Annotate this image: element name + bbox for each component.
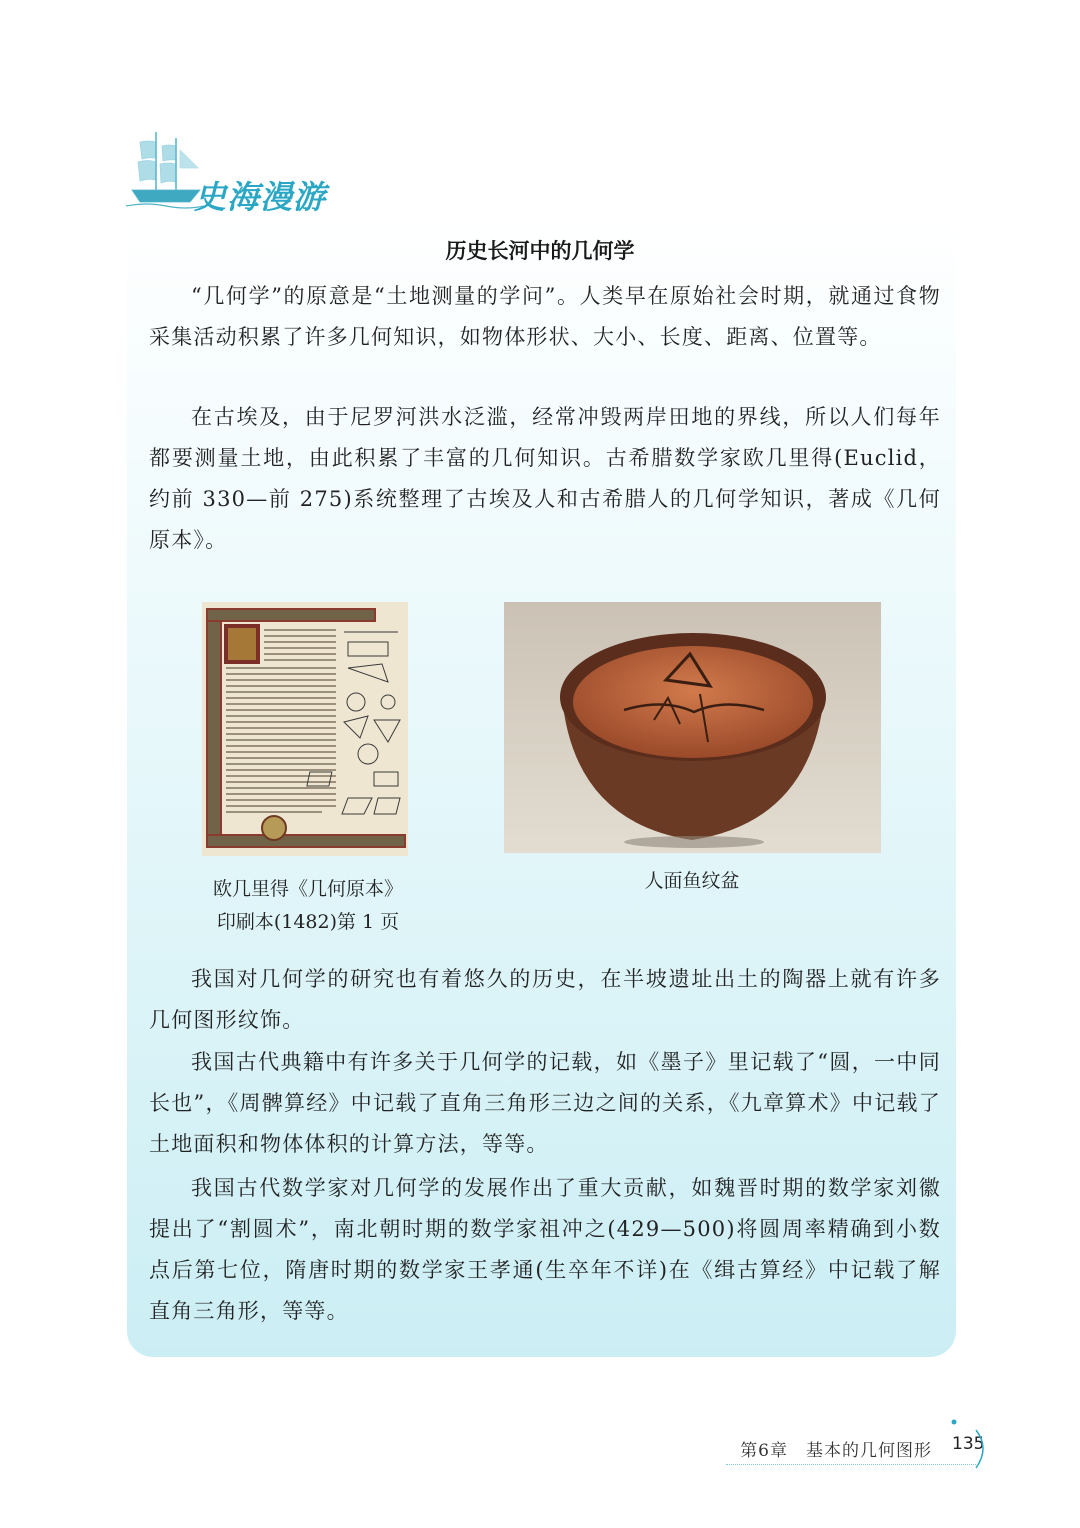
figure-caption-bowl: 人面鱼纹盆 <box>644 870 740 892</box>
figure-caption-euclid-line1: 欧几里得《几何原本》 <box>212 878 403 900</box>
section-title: 史海漫游 <box>194 178 327 216</box>
paragraph-2: 在古埃及，由于尼罗河洪水泛滥，经常冲毁两岸田地的界线，所以人们每年都要测量土地，由此积累了丰富的几何知识。古希腊数学家欧几里得(Euclid，约前 330—前 275)系统整理了古埃及人和古希腊人的几何学知识，著成《几何原本》。 <box>149 405 941 552</box>
chapter-footer: 第6章 基本的几何图形 <box>740 1441 932 1461</box>
euclid-elements-image <box>202 602 408 856</box>
page-corner-ornament <box>946 1418 996 1474</box>
section-header <box>126 128 386 218</box>
page-number: 135 <box>952 1434 985 1454</box>
paragraph-4: 我国古代典籍中有许多关于几何学的记载，如《墨子》里记载了“圆，一中同长也”，《周髀算经》中记载了直角三角形三边之间的关系，《九章算术》中记载了土地面积和物体体积的计算方法，等等。 <box>149 1050 941 1156</box>
paragraph-3: 我国对几何学的研究也有着悠久的历史，在半坡遗址出土的陶器上就有许多几何图形纹饰。 <box>149 967 941 1032</box>
painted-bowl-image <box>504 602 881 853</box>
paragraph-5: 我国古代数学家对几何学的发展作出了重大贡献，如魏晋时期的数学家刘徽提出了“割圆术”，南北朝时期的数学家祖冲之(429—500)将圆周率精确到小数点后第七位，隋唐时期的数学家王孝通(生卒年不详)在《缉古算经》中记载了解直角三角形，等等。 <box>149 1176 941 1323</box>
article-title: 历史长河中的几何学 <box>445 239 635 263</box>
paragraph-1: “几何学”的原意是“土地测量的学问”。人类早在原始社会时期，就通过食物采集活动积累了许多几何知识，如物体形状、大小、长度、距离、位置等。 <box>149 284 941 349</box>
figure-caption-euclid-line2: 印刷本(1482)第 1 页 <box>216 911 400 933</box>
sailing-ship-icon <box>126 128 204 210</box>
footer-divider <box>726 1464 976 1465</box>
